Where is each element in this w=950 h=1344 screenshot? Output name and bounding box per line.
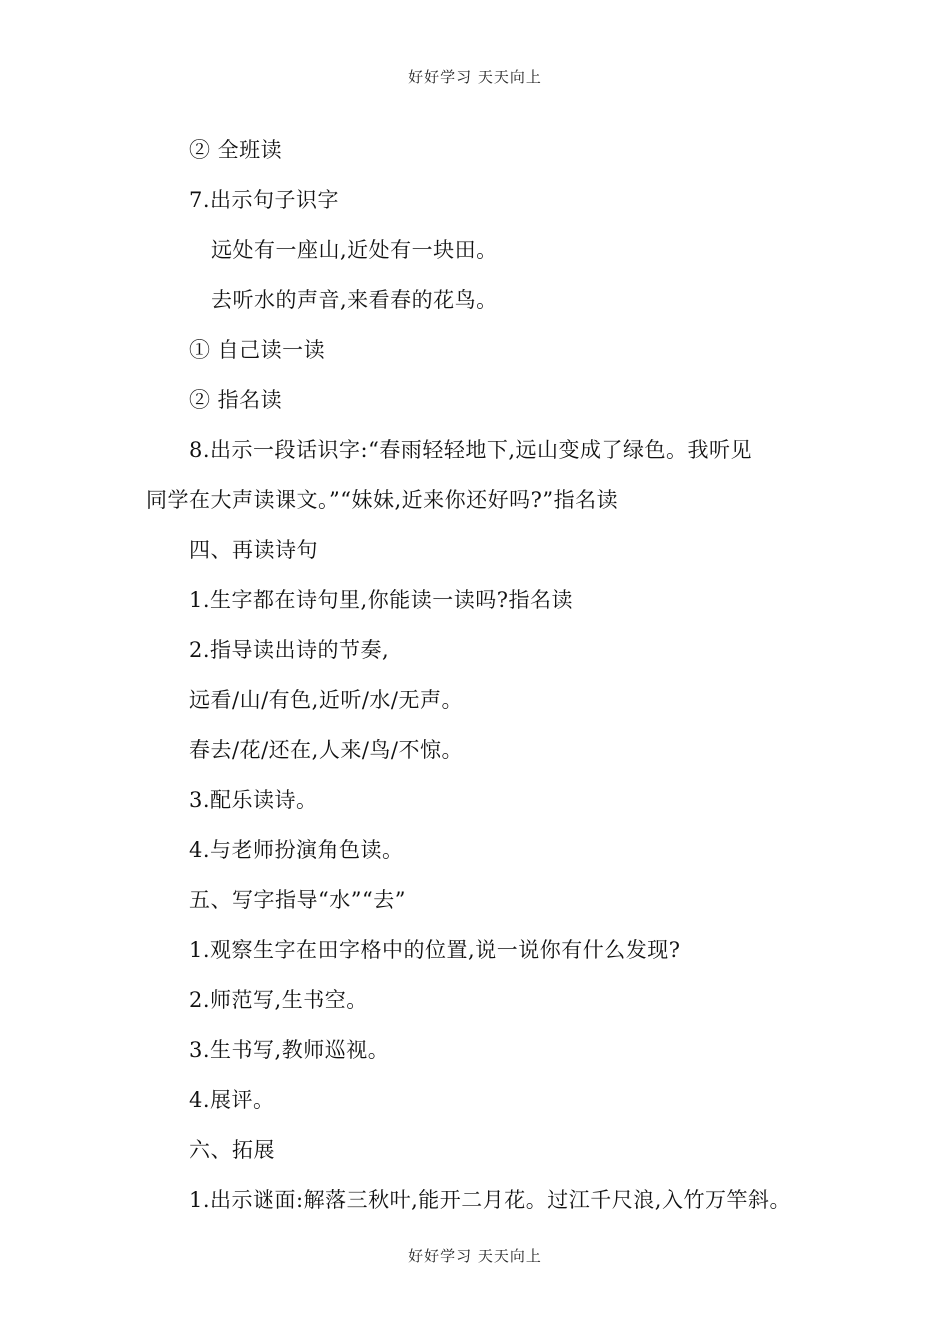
- text-line: 去听水的声音,来看春的花鸟。: [211, 288, 498, 312]
- text-line: 3.配乐读诗。: [189, 788, 318, 812]
- text-line: 4.展评。: [189, 1088, 275, 1112]
- text-line: ② 指名读: [189, 388, 283, 412]
- text-line: ① 自己读一读: [189, 338, 326, 362]
- section-heading: 五、写字指导“水”“去”: [189, 888, 406, 912]
- text-line: 1.观察生字在田字格中的位置,说一说你有什么发现?: [189, 938, 681, 962]
- text-line: 2.指导读出诗的节奏,: [189, 638, 390, 662]
- section-heading: 六、拓展: [189, 1138, 275, 1162]
- text-line: 7.出示句子识字: [189, 188, 340, 212]
- page-footer: 好好学习 天天向上: [408, 1247, 542, 1265]
- text-line: 春去/花/还在,人来/鸟/不惊。: [189, 738, 463, 762]
- text-line: 4.与老师扮演角色读。: [189, 838, 404, 862]
- text-line: 3.生书写,教师巡视。: [189, 1038, 390, 1062]
- text-line: 1.生字都在诗句里,你能读一读吗?指名读: [189, 588, 573, 612]
- text-line: ② 全班读: [189, 138, 283, 162]
- text-line: 同学在大声读课文。”“妹妹,近来你还好吗?”指名读: [146, 488, 619, 512]
- text-line: 远看/山/有色,近听/水/无声。: [189, 688, 463, 712]
- section-heading: 四、再读诗句: [189, 538, 318, 562]
- text-line: 2.师范写,生书空。: [189, 988, 368, 1012]
- page-header: 好好学习 天天向上: [408, 68, 542, 86]
- text-line: 8.出示一段话识字:“春雨轻轻地下,远山变成了绿色。我听见: [189, 438, 753, 462]
- text-line: 1.出示谜面:解落三秋叶,能开二月花。过江千尺浪,入竹万竿斜。: [189, 1188, 791, 1212]
- text-line: 远处有一座山,近处有一块田。: [211, 238, 498, 262]
